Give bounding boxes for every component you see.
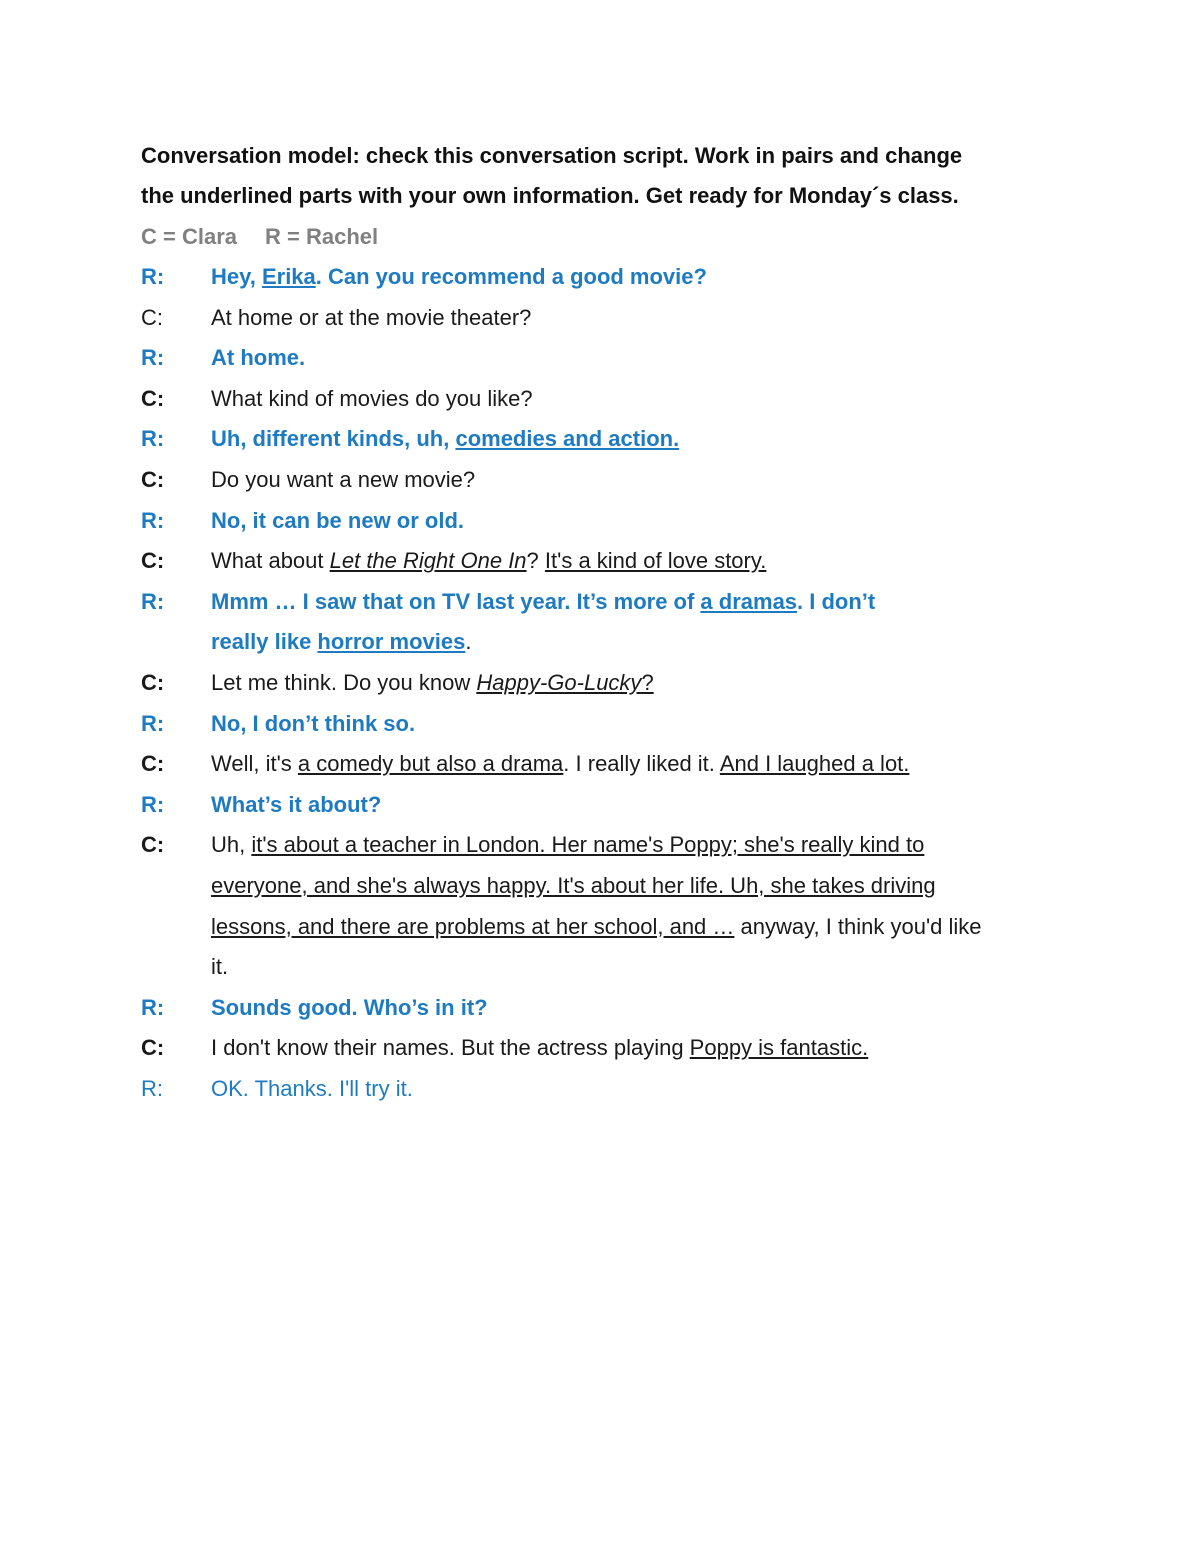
dialogue-line-continuation — [141, 866, 1051, 907]
underlined-part: it's about a teacher in London. Her name's Poppy; she's really kind to — [251, 832, 925, 858]
dialogue-line-continuation — [141, 947, 1051, 988]
dialogue-line-clara — [141, 744, 1051, 785]
line-text: What about Let the Right One In? It's a kind of love story. — [211, 548, 767, 574]
speaker-label: C: — [141, 669, 165, 695]
dialogue-line-rachel — [141, 1069, 1051, 1110]
legend-rachel: R = Rachel — [265, 224, 379, 249]
movie-title: Happy-Go-Lucky — [476, 669, 642, 695]
dialogue-line-rachel — [141, 704, 1051, 745]
underlined-part: comedies and action. — [455, 426, 680, 452]
legend-clara: C = Clara — [141, 224, 237, 249]
dialogue-line-continuation — [141, 622, 1051, 663]
dialogue-line-rachel — [141, 338, 1051, 379]
line-text: No, I don’t think so. — [211, 710, 416, 736]
line-text: I don't know their names. But the actress playing Poppy is fantastic. — [211, 1035, 869, 1061]
speaker-label: R: — [141, 994, 165, 1020]
line-text — [211, 866, 1051, 907]
underlined-part: And I laughed a lot. — [719, 751, 910, 777]
line-text: Hey, Erika. Can you recommend a good movie? — [211, 264, 707, 289]
dialogue-line-clara — [141, 1028, 1051, 1069]
underlined-part: Erika — [261, 264, 316, 289]
underlined-part: horror movies — [317, 629, 466, 655]
line-text: What’s it about? — [211, 791, 382, 817]
line-text: Sounds good. Who’s in it? — [211, 994, 488, 1020]
line-text: Uh, different kinds, uh, comedies and action. — [211, 426, 680, 452]
speaker-label: R: — [141, 426, 165, 452]
dialogue-line-clara — [141, 460, 1051, 501]
line-text: Let me think. Do you know Happy-Go-Lucky? — [211, 669, 654, 695]
instructions-line-1: Conversation model: check this conversation script. Work in pairs and change — [141, 143, 963, 168]
speaker-label: C: — [141, 466, 165, 492]
speaker-label: R: — [141, 588, 165, 614]
speaker-label: C: — [141, 751, 165, 777]
speaker-label: C: — [141, 304, 163, 330]
dialogue-line-clara — [141, 379, 1051, 420]
line-text: Mmm … I saw that on TV last year. It’s more of a dramas. I don’t — [211, 588, 876, 614]
line-text: What kind of movies do you like? — [211, 385, 533, 411]
line-text: Do you want a new movie? — [211, 466, 476, 492]
underlined-part: everyone, and she's always happy. It's about her life. Uh, she takes driving — [211, 872, 936, 898]
dialogue-line-clara — [141, 663, 1051, 704]
speaker-label: C: — [141, 385, 165, 411]
line-text: No, it can be new or old. — [211, 507, 465, 533]
line-text: really like horror movies. — [211, 629, 472, 655]
speaker-label: R: — [141, 1075, 163, 1101]
speaker-label: C: — [141, 1035, 165, 1061]
speaker-label: R: — [141, 507, 165, 533]
dialogue-line-continuation — [141, 907, 1051, 948]
speaker-label: R: — [141, 345, 165, 371]
dialogue-line-rachel — [141, 582, 1051, 623]
underlined-part: lessons, and there are problems at her school, and … — [211, 913, 735, 939]
speaker-label: C: — [141, 832, 165, 858]
line-text: OK. Thanks. I'll try it. — [211, 1075, 413, 1101]
line-text: lessons, and there are problems at her school, and … anyway, I think you'd like — [211, 913, 982, 939]
speaker-label: R: — [141, 791, 165, 817]
line-text: Uh, it's about a teacher in London. Her name's Poppy; she's really kind to — [211, 832, 925, 858]
speaker-label: C: — [141, 548, 165, 574]
dialogue-line-rachel — [141, 419, 1051, 460]
underlined-part: It's a kind of love story. — [544, 548, 767, 574]
dialogue-line-clara — [141, 298, 1051, 339]
line-text: At home. — [211, 345, 306, 371]
line-text: it. — [211, 954, 229, 980]
underlined-part: Poppy is fantastic. — [689, 1035, 869, 1061]
underlined-part: a comedy but also a drama — [297, 751, 564, 777]
speaker-label: R: — [141, 264, 165, 289]
dialogue-line-rachel — [141, 257, 1051, 298]
underlined-part: a dramas — [700, 588, 798, 614]
line-text: Well, it's a comedy but also a drama. I really liked it. And I laughed a lot. — [211, 751, 910, 777]
dialogue-line-rachel — [141, 785, 1051, 826]
speaker-label: R: — [141, 710, 165, 736]
worksheet-page — [141, 136, 1051, 1109]
line-text: At home or at the movie theater? — [211, 304, 532, 330]
dialogue-line-rachel — [141, 988, 1051, 1029]
movie-title: Let the Right One In — [329, 548, 527, 574]
instructions — [141, 136, 1051, 216]
instructions-line-2: the underlined parts with your own information. Get ready for Monday´s class. — [141, 183, 959, 208]
speaker-legend — [141, 216, 1051, 257]
dialogue-line-clara — [141, 825, 1051, 866]
dialogue-line-rachel — [141, 501, 1051, 542]
dialogue-line-clara — [141, 541, 1051, 582]
